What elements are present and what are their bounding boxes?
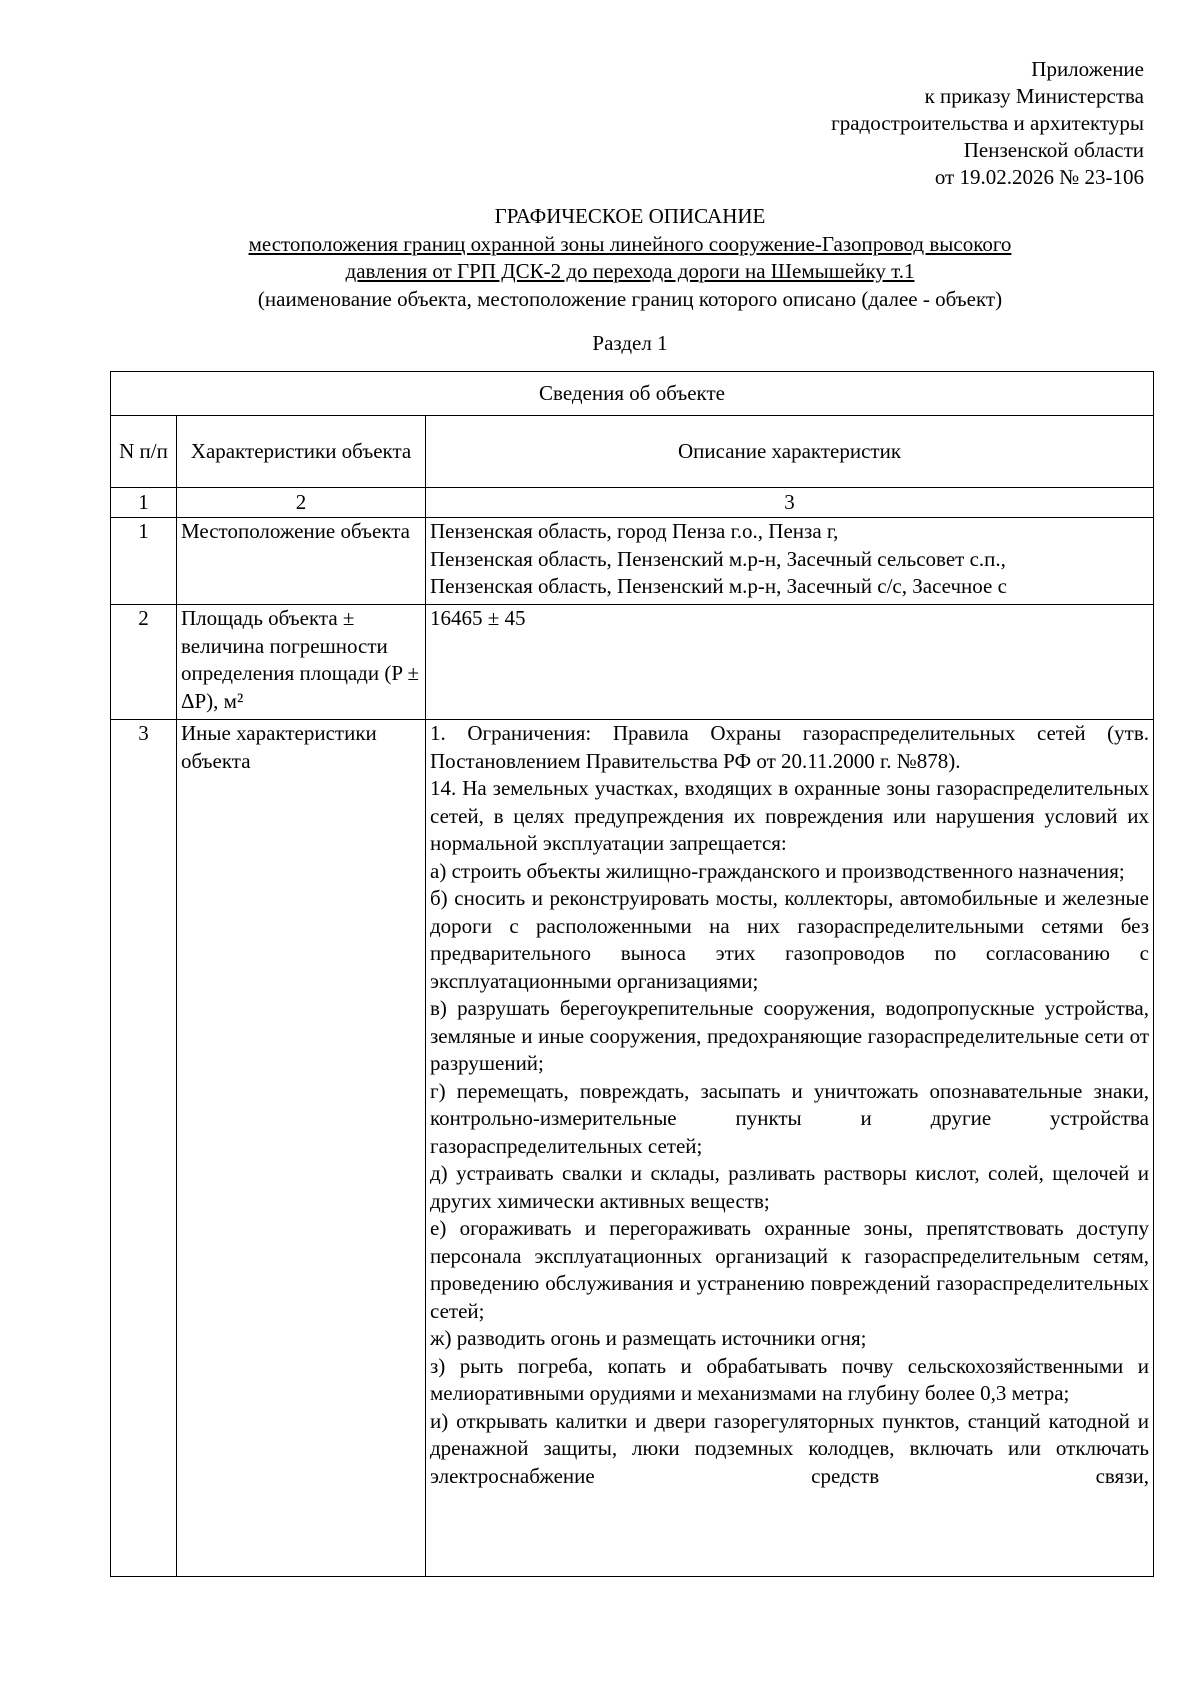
column-number: 2 (177, 488, 426, 518)
header-line: от 19.02.2026 № 23-106 (934, 165, 1144, 189)
object-name-note: (наименование объекта, местоположение границ которого описано (далее - объект) (257, 286, 1003, 311)
row-characteristic: Местоположение объекта (177, 518, 426, 605)
table-row (111, 605, 1154, 720)
restriction-paragraph: а) строить объекты жилищно-гражданского и производственного назначения; (430, 858, 1125, 883)
row-description (426, 518, 1154, 605)
restriction-paragraph: и) открывать калитки и двери газорегуляторных пунктов, станций катодной и дренажной защиты, люки подземных колодцев, включать или отключать электроснабжение средств связи, (430, 1408, 1149, 1488)
row-description (426, 720, 1154, 1577)
header-num: N п/п (111, 416, 177, 488)
header-description: Описание характеристик (426, 416, 1154, 488)
restriction-paragraph: 14. На земельных участках, входящих в охранные зоны газораспределительных сетей, в целях предупреждения их повреждения или нарушения условий их нормальной эксплуатации запрещается: (430, 776, 1149, 855)
header-line: Пензенской области (963, 138, 1144, 162)
row-number: 1 (111, 518, 177, 605)
restriction-paragraph: е) огораживать и перегораживать охранные зоны, препятствовать доступу персонала эксплуатационных организаций к газораспределительным сетям, проведению обслуживания и устранению повреждений газораспределительных сетей; (430, 1216, 1149, 1323)
restriction-paragraph: з) рыть погреба, копать и обрабатывать почву сельскохозяйственными и мелиоративными орудиями и механизмами на глубину более 0,3 метра; (430, 1353, 1149, 1405)
restrictions-text (430, 720, 1149, 1576)
section-title: Раздел 1 (592, 331, 668, 355)
table-caption: Сведения об объекте (111, 372, 1154, 416)
location-line: Пензенская область, город Пенза г.о., Пенза г, (430, 519, 839, 543)
location-line: Пензенская область, Пензенский м.р-н, Засечный с/с, Засечное с (430, 574, 1007, 598)
row-characteristic: Иные характеристики объекта (177, 720, 426, 1577)
table-row (111, 518, 1154, 605)
header-line: Приложение (1031, 57, 1144, 81)
location-line: Пензенская область, Пензенский м.р-н, Засечный сельсовет с.п., (430, 546, 1006, 571)
document-title: ГРАФИЧЕСКОЕ ОПИСАНИЕ (494, 204, 766, 228)
object-name-line-2: давления от ГРП ДСК-2 до перехода дороги на Шемышейку т.1 (345, 259, 915, 283)
object-info-table (110, 371, 1154, 1577)
row-characteristic: Площадь объекта ± величина погрешности определения площади (P ± ΔP), м² (177, 605, 426, 720)
column-number: 3 (426, 488, 1154, 518)
document-header (831, 56, 1144, 191)
restriction-paragraph: г) перемещать, повреждать, засыпать и уничтожать опознавательные знаки, контрольно-измерительные пункты и другие устройства газораспределительных сетей; (430, 1078, 1149, 1158)
restriction-paragraph: д) устраивать свалки и склады, разливать растворы кислот, солей, щелочей и других химически активных веществ; (430, 1161, 1149, 1213)
row-description: 16465 ± 45 (426, 605, 1154, 720)
object-name-line-1: местоположения границ охранной зоны линейного сооружение-Газопровод высокого (248, 231, 1012, 256)
row-number: 2 (111, 605, 177, 720)
restriction-paragraph: ж) разводить огонь и размещать источники огня; (430, 1326, 867, 1350)
table-row (111, 720, 1154, 1577)
header-line: градостроительства и архитектуры (831, 111, 1144, 135)
restriction-paragraph: в) разрушать берегоукрепительные сооружения, водопропускные устройства, земляные и иные сооружения, предохраняющие газораспределительные сети от разрушений; (430, 996, 1149, 1075)
title-block (0, 203, 1200, 313)
header-characteristic: Характеристики объекта (177, 416, 426, 488)
column-number: 1 (111, 488, 177, 518)
restriction-paragraph: 1. Ограничения: Правила Охраны газораспределительных сетей (утв. Постановлением Правительства РФ от 20.11.2000 г. №878). (430, 721, 1149, 773)
row-number: 3 (111, 720, 177, 1577)
restriction-paragraph: б) сносить и реконструировать мосты, коллекторы, автомобильные и железные дороги с расположенными на них газораспределительными сетями без предварительного выноса этих газопроводов по согласованию с эксплуатационными организациями; (430, 886, 1149, 993)
header-line: к приказу Министерства (924, 84, 1144, 108)
